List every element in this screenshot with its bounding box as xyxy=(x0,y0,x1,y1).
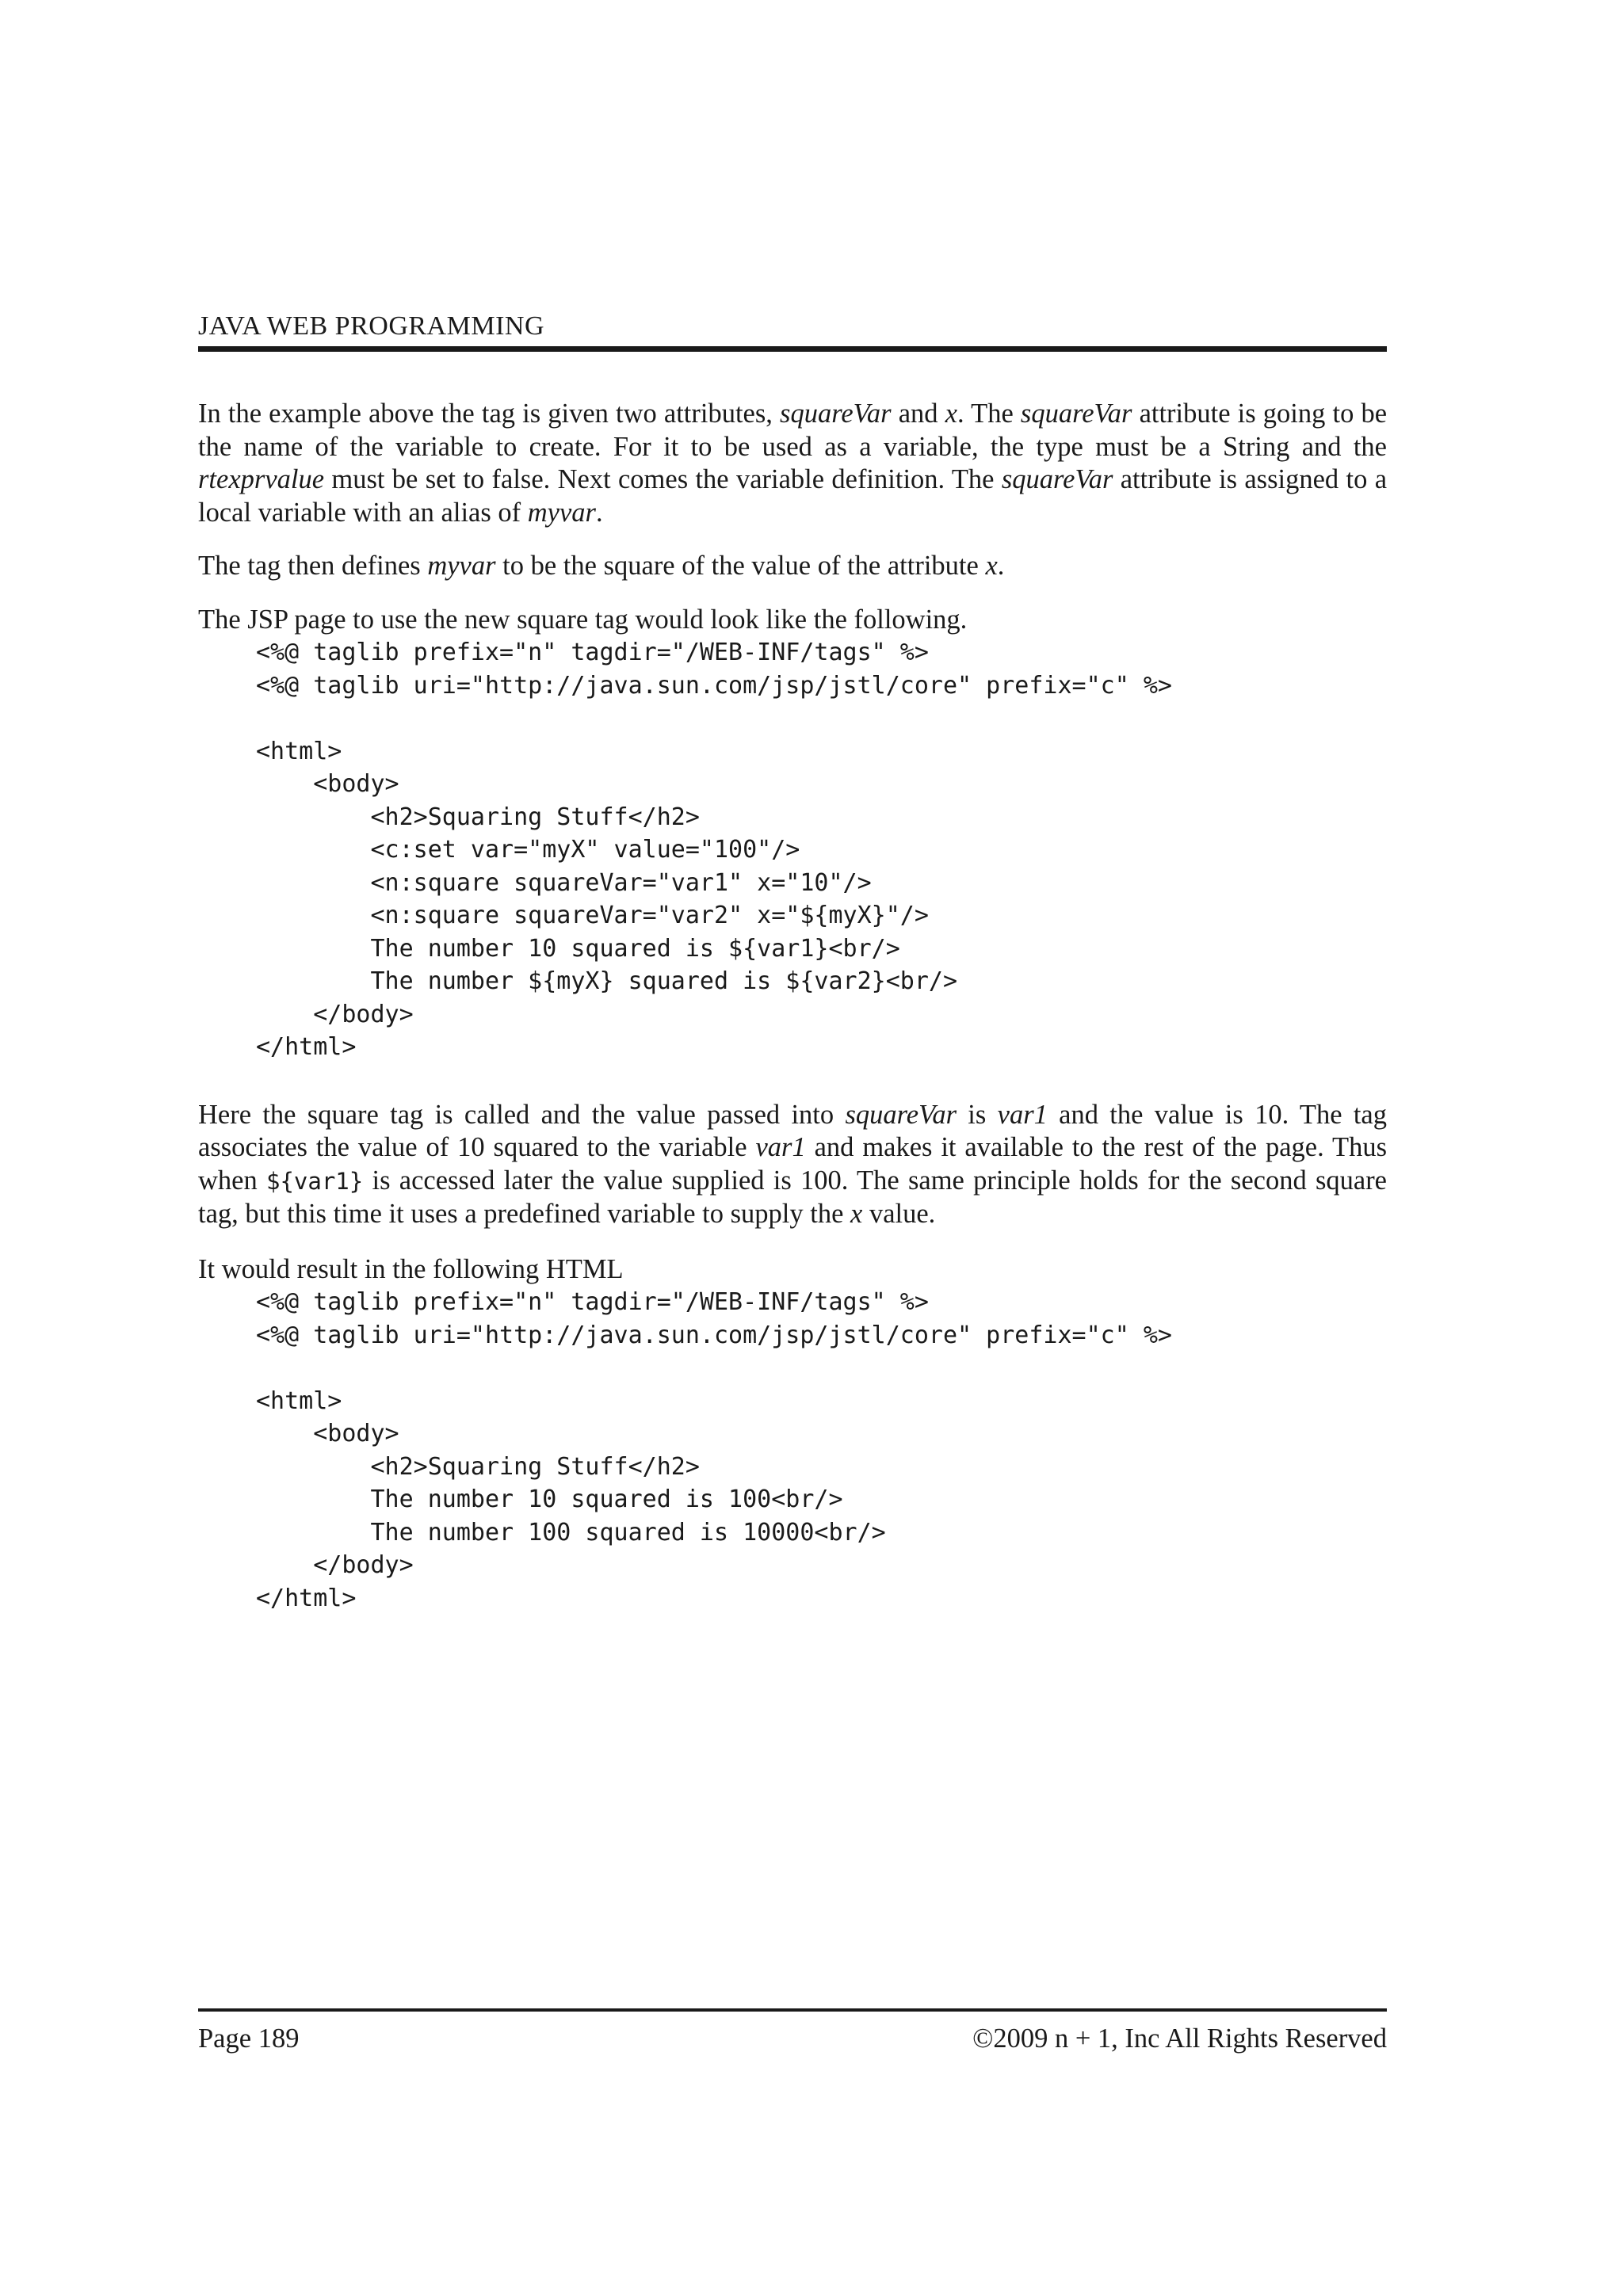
paragraph-jsp-intro: The JSP page to use the new square tag would look like the following. xyxy=(198,604,968,635)
code-block-jsp: <%@ taglib prefix="n" tagdir="/WEB-INF/tags" %> <%@ taglib uri="http://java.sun.com/jsp/jstl/core" prefix="c" %> <html> <body> <h2>Squaring Stuff</h2> <c:set var="myX" value="100"/> <n:square squareVar="var1" x="10"/> <n:square squareVar="var2" x="${myX}"/> The number 10 squared is ${var1}<br/> The number ${myX} squared is ${var2}<br/> </body> </html> xyxy=(256,639,1172,1061)
paragraph-result-intro: It would result in the following HTML xyxy=(198,1253,624,1284)
paragraph-myvar: The tag then defines myvar to be the square of the value of the attribute x. xyxy=(198,551,1005,581)
book-page xyxy=(198,0,1387,2296)
page-number: Page 189 xyxy=(198,2023,300,2054)
running-header: JAVA WEB PROGRAMMING xyxy=(198,311,544,341)
paragraph-explanation: Here the square tag is called and the value passed into squareVar is var1 and the value is 10. The tag associates the value of 10 squared to the variable var1 and makes it available to the rest of the page. Thus when ${var1} is accessed later the value supplied is 100. The same principle holds for the second square tag, but this time it uses a predefined variable to supply the x value. xyxy=(198,1099,1387,1229)
footer-rule xyxy=(198,2008,1387,2012)
header-rule xyxy=(198,346,1387,352)
page-body xyxy=(198,398,1387,1615)
copyright-notice: ©2009 n + 1, Inc All Rights Reserved xyxy=(972,2023,1387,2054)
code-block-html: <%@ taglib prefix="n" tagdir="/WEB-INF/tags" %> <%@ taglib uri="http://java.sun.com/jsp/jstl/core" prefix="c" %> <html> <body> <h2>Squaring Stuff</h2> The number 10 squared is 100<br/> The number 100 squared is 10000<br/> </body> </html> xyxy=(256,1288,1172,1612)
paragraph-attributes: In the example above the tag is given two attributes, squareVar and x. The squareVar attribute is going to be the name of the variable to create. For it to be used as a variable, the type must be a String and the rtexprvalue must be set to false. Next comes the variable definition. The squareVar attribute is assigned to a local variable with an alias of myvar. xyxy=(198,399,1388,528)
